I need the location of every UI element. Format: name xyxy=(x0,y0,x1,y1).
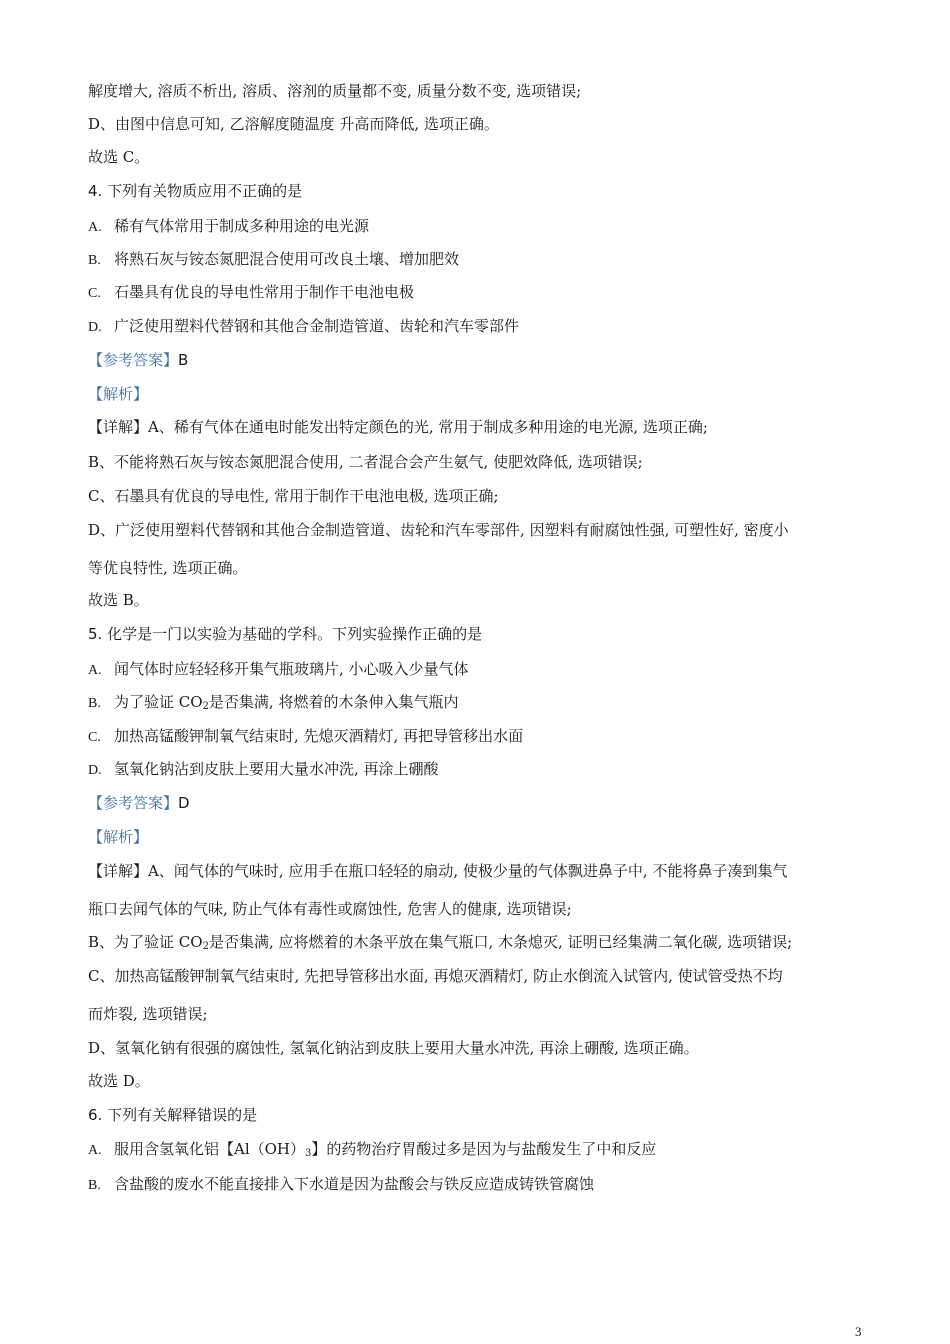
analysis-label: 【解析】 xyxy=(88,828,149,846)
option-text: 含盐酸的废水不能直接排入下水道是因为盐酸会与铁反应造成铸铁管腐蚀 xyxy=(114,1175,595,1193)
option-label: D. xyxy=(88,763,102,778)
text-line: 故选 C。 xyxy=(88,148,150,166)
explanation-line: B、不能将熟石灰与铵态氮肥混合使用, 二者混合会产生氨气, 使肥效降低, 选项错误; xyxy=(88,453,643,471)
option-text: 石墨具有优良的导电性常用于制作干电池电极 xyxy=(114,283,415,301)
explanation-line: D、氢氧化钠有很强的腐蚀性, 氢氧化钠沾到皮肤上要用大量水冲洗, 再涂上硼酸, 选项正确。 xyxy=(88,1039,699,1057)
option-a xyxy=(88,215,369,239)
option-text: 是否集满, 将燃着的木条伸入集气瓶内 xyxy=(208,693,459,711)
option-label: A. xyxy=(88,663,102,678)
explanation-text: A、稀有气体在通电时能发出特定颜色的光, 常用于制成多种用途的电光源, 选项正确; xyxy=(148,418,708,436)
explanation-text: 是否集满, 应将燃着的木条平放在集气瓶口, 木条熄灭, 证明已经集满二氧化碳, 选项错误; xyxy=(208,933,793,951)
conclusion-line: 故选 D。 xyxy=(88,1072,150,1090)
subscript: 2 xyxy=(202,701,209,712)
analysis-label: 【解析】 xyxy=(88,385,149,403)
explanation-text: B、为了验证 CO xyxy=(88,933,203,951)
answer-label: 【参考答案】 xyxy=(88,351,179,369)
text-line: D、由图中信息可知, 乙溶解度随温度 升高而降低, 选项正确。 xyxy=(88,115,499,133)
explanation-line xyxy=(88,860,787,882)
option-b xyxy=(88,1173,594,1197)
option-text: 加热高锰酸钾制氧气结束时, 先熄灭酒精灯, 再把导管移出水面 xyxy=(114,727,524,745)
option-text: 稀有气体常用于制成多种用途的电光源 xyxy=(114,217,370,235)
option-b xyxy=(88,248,459,272)
question-number: 6. xyxy=(88,1106,103,1124)
question-text: 化学是一门以实验为基础的学科。下列实验操作正确的是 xyxy=(107,625,483,643)
option-text: 闻气体时应轻轻移开集气瓶玻璃片, 小心吸入少量气体 xyxy=(114,660,469,678)
question-text: 下列有关物质应用不正确的是 xyxy=(107,182,303,200)
answer-label: 【参考答案】 xyxy=(88,794,179,812)
option-text: 】的药物治疗胃酸过多是因为与盐酸发生了中和反应 xyxy=(311,1140,657,1158)
option-label: C. xyxy=(88,286,101,301)
subscript: 2 xyxy=(202,941,209,952)
detail-label: 【详解】 xyxy=(88,418,149,436)
option-label: A. xyxy=(88,1143,102,1158)
conclusion-line: 故选 B。 xyxy=(88,591,149,609)
explanation-line: C、石墨具有优良的导电性, 常用于制作干电池电极, 选项正确; xyxy=(88,487,499,505)
option-d xyxy=(88,315,519,339)
option-label: B. xyxy=(88,253,101,268)
answer-value: D xyxy=(178,794,190,812)
option-b xyxy=(88,691,458,718)
explanation-line: D、广泛使用塑料代替钢和其他合金制造管道、齿轮和汽车零部件, 因塑料有耐腐蚀性强, 可塑性好, 密度小 xyxy=(88,521,789,539)
answer-value: B xyxy=(178,351,189,369)
option-text: 广泛使用塑料代替钢和其他合金制造管道、齿轮和汽车零部件 xyxy=(114,317,520,335)
question-number: 5. xyxy=(88,625,103,643)
option-d xyxy=(88,758,439,782)
explanation-line: C、加热高锰酸钾制氧气结束时, 先把导管移出水面, 再熄灭酒精灯, 防止水倒流入试管内, 使试管受热不均 xyxy=(88,967,783,985)
detail-label: 【详解】 xyxy=(88,862,149,880)
option-label: A. xyxy=(88,220,102,235)
question-text: 下列有关解释错误的是 xyxy=(107,1106,258,1124)
option-label: C. xyxy=(88,730,101,745)
option-label: B. xyxy=(88,1178,101,1193)
answer-line xyxy=(88,792,190,814)
option-a xyxy=(88,658,469,682)
question-5-stem xyxy=(88,623,482,645)
question-number: 4. xyxy=(88,182,103,200)
explanation-line xyxy=(88,416,708,438)
option-label: D. xyxy=(88,320,102,335)
option-text: 服用含氢氧化铝【Al（OH） xyxy=(114,1140,306,1158)
option-label: B. xyxy=(88,696,101,711)
explanation-text: A、闻气体的气味时, 应用手在瓶口轻轻的扇动, 使极少量的气体飘进鼻子中, 不能将鼻子凑到集气 xyxy=(148,862,788,880)
question-6-stem xyxy=(88,1104,257,1126)
option-text: 氢氧化钠沾到皮肤上要用大量水冲洗, 再涂上硼酸 xyxy=(114,760,439,778)
explanation-line: 等优良特性, 选项正确。 xyxy=(88,559,248,577)
explanation-line xyxy=(88,931,792,958)
page-number: 3 xyxy=(855,1324,862,1339)
option-a xyxy=(88,1138,656,1165)
answer-line xyxy=(88,349,188,371)
option-c xyxy=(88,725,523,749)
explanation-line: 而炸裂, 选项错误; xyxy=(88,1005,208,1023)
option-text: 将熟石灰与铵态氮肥混合使用可改良土壤、增加肥效 xyxy=(114,250,460,268)
text-line: 解度增大, 溶质不析出, 溶质、溶剂的质量都不变, 质量分数不变, 选项错误; xyxy=(88,82,582,100)
explanation-line: 瓶口去闻气体的气味, 防止气体有毒性或腐蚀性, 危害人的健康, 选项错误; xyxy=(88,900,572,918)
option-c xyxy=(88,281,414,305)
option-text: 为了验证 CO xyxy=(114,693,203,711)
subscript: 3 xyxy=(305,1148,312,1159)
question-4-stem xyxy=(88,180,302,202)
